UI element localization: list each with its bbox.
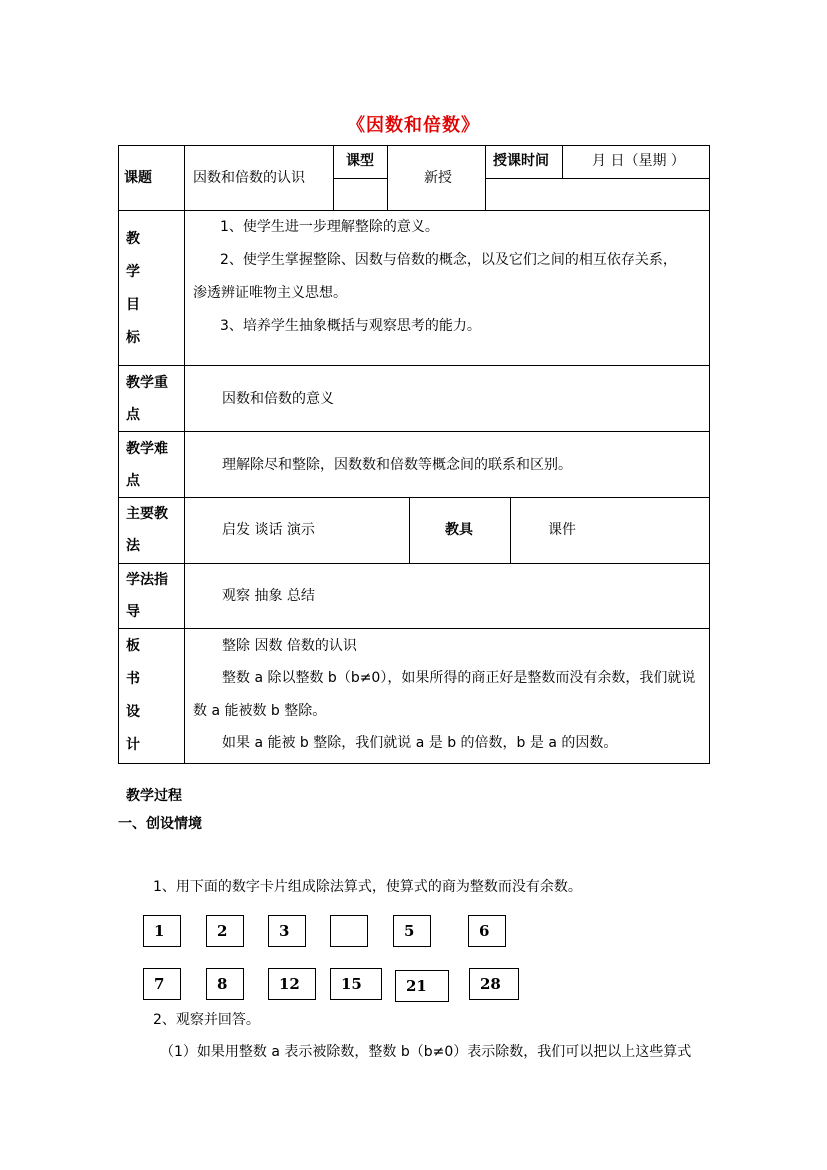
methods-label-2: 法 bbox=[126, 538, 140, 554]
table-divider bbox=[562, 145, 563, 179]
time-label: 授课时间 bbox=[493, 153, 549, 169]
goal-line-1: 1、使学生进一步理解整除的意义。 bbox=[220, 219, 439, 235]
number-card: 21 bbox=[395, 970, 449, 1002]
tool-value: 课件 bbox=[548, 522, 576, 538]
table-divider bbox=[409, 497, 410, 564]
goal-line-3: 渗透辨证唯物主义思想。 bbox=[193, 285, 347, 301]
goal-line-4: 3、培养学生抽象概括与观察思考的能力。 bbox=[220, 318, 481, 334]
table-divider bbox=[118, 365, 710, 366]
table-border-bottom bbox=[118, 763, 710, 764]
board-line-4: 如果 a 能被 b 整除，我们就说 a 是 b 的倍数，b 是 a 的因数。 bbox=[222, 735, 618, 751]
number-card: 8 bbox=[206, 968, 244, 1000]
table-divider bbox=[118, 210, 710, 211]
methods-label-1: 主要教 bbox=[126, 506, 168, 522]
type-label: 课型 bbox=[346, 153, 374, 169]
study-label-1: 学法指 bbox=[126, 572, 168, 588]
number-card: 6 bbox=[468, 915, 506, 947]
number-card: 2 bbox=[206, 915, 244, 947]
table-divider bbox=[184, 145, 185, 764]
table-divider bbox=[333, 145, 334, 211]
difficulty-label-1: 教学难 bbox=[126, 441, 168, 457]
board-label-2: 书 bbox=[126, 671, 140, 687]
table-divider bbox=[118, 628, 710, 629]
goals-label-3: 目 bbox=[126, 297, 140, 313]
goals-label-2: 学 bbox=[126, 264, 140, 280]
difficulty-value: 理解除尽和整除，因数数和倍数等概念间的联系和区别。 bbox=[222, 457, 572, 473]
document-title: 《因数和倍数》 bbox=[347, 115, 480, 136]
number-card: 15 bbox=[330, 968, 382, 1000]
board-label-4: 计 bbox=[126, 737, 140, 753]
process-title: 教学过程 bbox=[126, 788, 182, 804]
question-1: 1、用下面的数字卡片组成除法算式，使算式的商为整数而没有余数。 bbox=[153, 879, 582, 895]
question-2: 2、观察并回答。 bbox=[153, 1012, 260, 1028]
tool-label: 教具 bbox=[445, 522, 473, 538]
table-divider bbox=[118, 497, 710, 498]
section-title: 一、创设情境 bbox=[118, 816, 202, 832]
goal-line-2: 2、使学生掌握整除、因数与倍数的概念，以及它们之间的相互依存关系， bbox=[220, 252, 677, 268]
study-label-2: 导 bbox=[126, 604, 140, 620]
board-line-3: 数 a 能被数 b 整除。 bbox=[193, 703, 327, 719]
number-card bbox=[330, 915, 368, 947]
table-border-right bbox=[709, 145, 710, 764]
methods-value: 启发 谈话 演示 bbox=[222, 522, 315, 538]
number-card: 7 bbox=[143, 968, 181, 1000]
time-value: 月 日（星期 ） bbox=[592, 153, 685, 169]
key-point-value: 因数和倍数的意义 bbox=[222, 391, 334, 407]
table-divider bbox=[485, 178, 710, 179]
question-2-1: （1）如果用整数 a 表示被除数，整数 b（b≠0）表示除数，我们可以把以上这些算式 bbox=[160, 1044, 692, 1060]
number-card: 5 bbox=[393, 915, 431, 947]
table-divider bbox=[333, 178, 387, 179]
table-divider bbox=[118, 431, 710, 432]
topic-label: 课题 bbox=[124, 170, 152, 186]
table-divider bbox=[510, 497, 511, 564]
key-point-label-2: 点 bbox=[126, 407, 140, 423]
table-border-left bbox=[118, 145, 119, 764]
table-divider bbox=[485, 145, 486, 211]
board-line-2: 整数 a 除以整数 b（b≠0），如果所得的商正好是整数而没有余数，我们就说 bbox=[222, 670, 696, 686]
board-label-1: 板 bbox=[126, 638, 140, 654]
number-card: 12 bbox=[268, 968, 316, 1000]
type-value: 新授 bbox=[424, 170, 452, 186]
goals-label-4: 标 bbox=[126, 330, 140, 346]
number-card: 28 bbox=[469, 968, 519, 1000]
number-card: 3 bbox=[268, 915, 306, 947]
study-value: 观察 抽象 总结 bbox=[222, 588, 315, 604]
board-label-3: 设 bbox=[126, 704, 140, 720]
table-border-top bbox=[118, 145, 710, 146]
difficulty-label-2: 点 bbox=[126, 473, 140, 489]
table-divider bbox=[387, 145, 388, 211]
table-divider bbox=[118, 563, 710, 564]
topic-value: 因数和倍数的认识 bbox=[193, 170, 305, 186]
board-line-1: 整除 因数 倍数的认识 bbox=[222, 638, 357, 654]
key-point-label-1: 教学重 bbox=[126, 375, 168, 391]
number-card: 1 bbox=[143, 915, 181, 947]
goals-label-1: 教 bbox=[126, 231, 140, 247]
